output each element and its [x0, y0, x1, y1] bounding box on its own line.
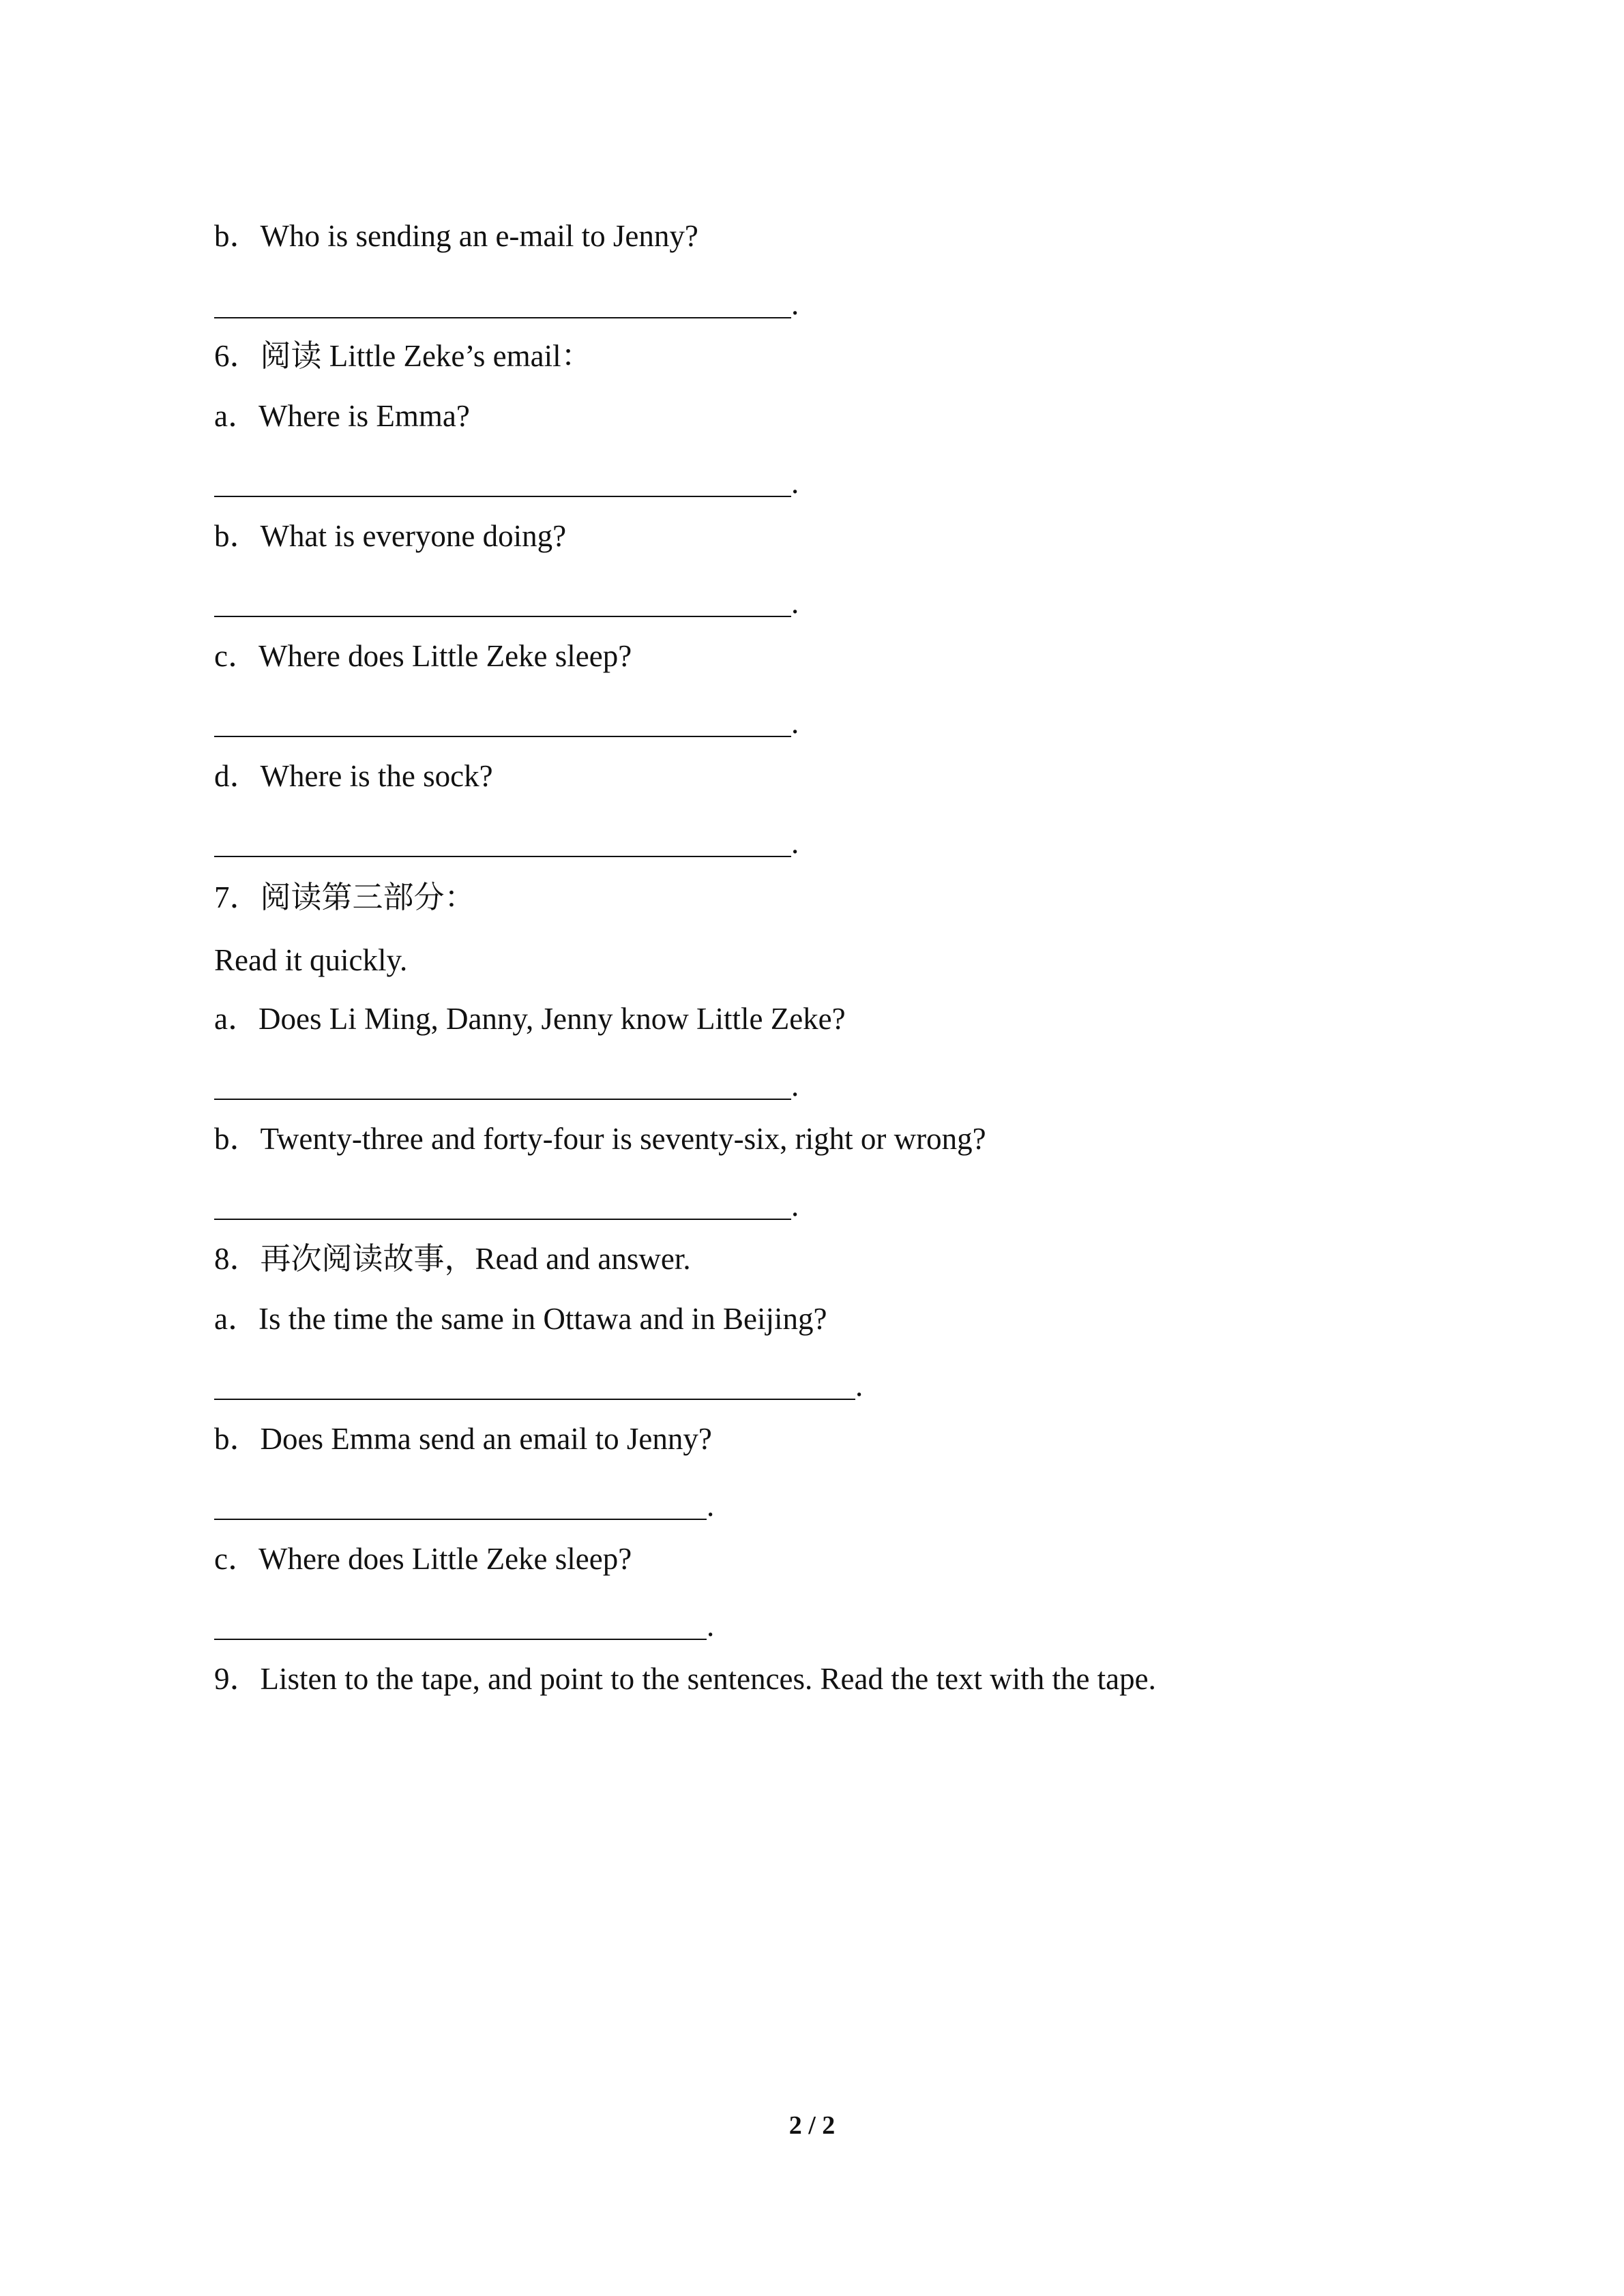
question-6d: d．Where is the sock? [214, 759, 493, 793]
answer-blank-8b[interactable]: . [214, 1487, 714, 1525]
answer-blank-6b[interactable]: . [214, 584, 799, 622]
question-6a: a．Where is Emma? [214, 399, 470, 433]
answer-blank-6a[interactable]: . [214, 464, 799, 502]
question-7b: b．Twenty-three and forty-four is seventy-six, right or wrong? [214, 1122, 986, 1156]
question-8b: b．Does Emma send an email to Jenny? [214, 1422, 712, 1456]
answer-blank-6c[interactable]: . [214, 704, 799, 742]
answer-blank-5b[interactable]: . [214, 285, 799, 323]
question-7-heading: 7．阅读第三部分： [214, 880, 475, 914]
question-8c: c．Where does Little Zeke sleep? [214, 1542, 632, 1576]
answer-blank-7b[interactable]: . [214, 1187, 799, 1225]
question-7-intro: Read it quickly. [214, 943, 408, 977]
question-6-heading: 6．阅读 Little Zeke’s email： [214, 339, 592, 373]
question-8a: a．Is the time the same in Ottawa and in Beijing? [214, 1302, 827, 1336]
question-5b: b．Who is sending an e-mail to Jenny? [214, 219, 698, 253]
question-6c: c．Where does Little Zeke sleep? [214, 639, 632, 673]
question-8-heading: 8．再次阅读故事，Read and answer. [214, 1242, 691, 1276]
answer-blank-8a[interactable]: . [214, 1367, 863, 1405]
answer-blank-7a[interactable]: . [214, 1067, 799, 1105]
question-7a: a．Does Li Ming, Danny, Jenny know Little Zeke? [214, 1002, 846, 1036]
question-6b: b．What is everyone doing? [214, 519, 567, 553]
page-number: 2 / 2 [788, 2111, 836, 2140]
question-9: 9．Listen to the tape, and point to the sentences. Read the text with the tape. [214, 1662, 1156, 1696]
answer-blank-6d[interactable]: . [214, 824, 799, 862]
answer-blank-8c[interactable]: . [214, 1607, 714, 1645]
